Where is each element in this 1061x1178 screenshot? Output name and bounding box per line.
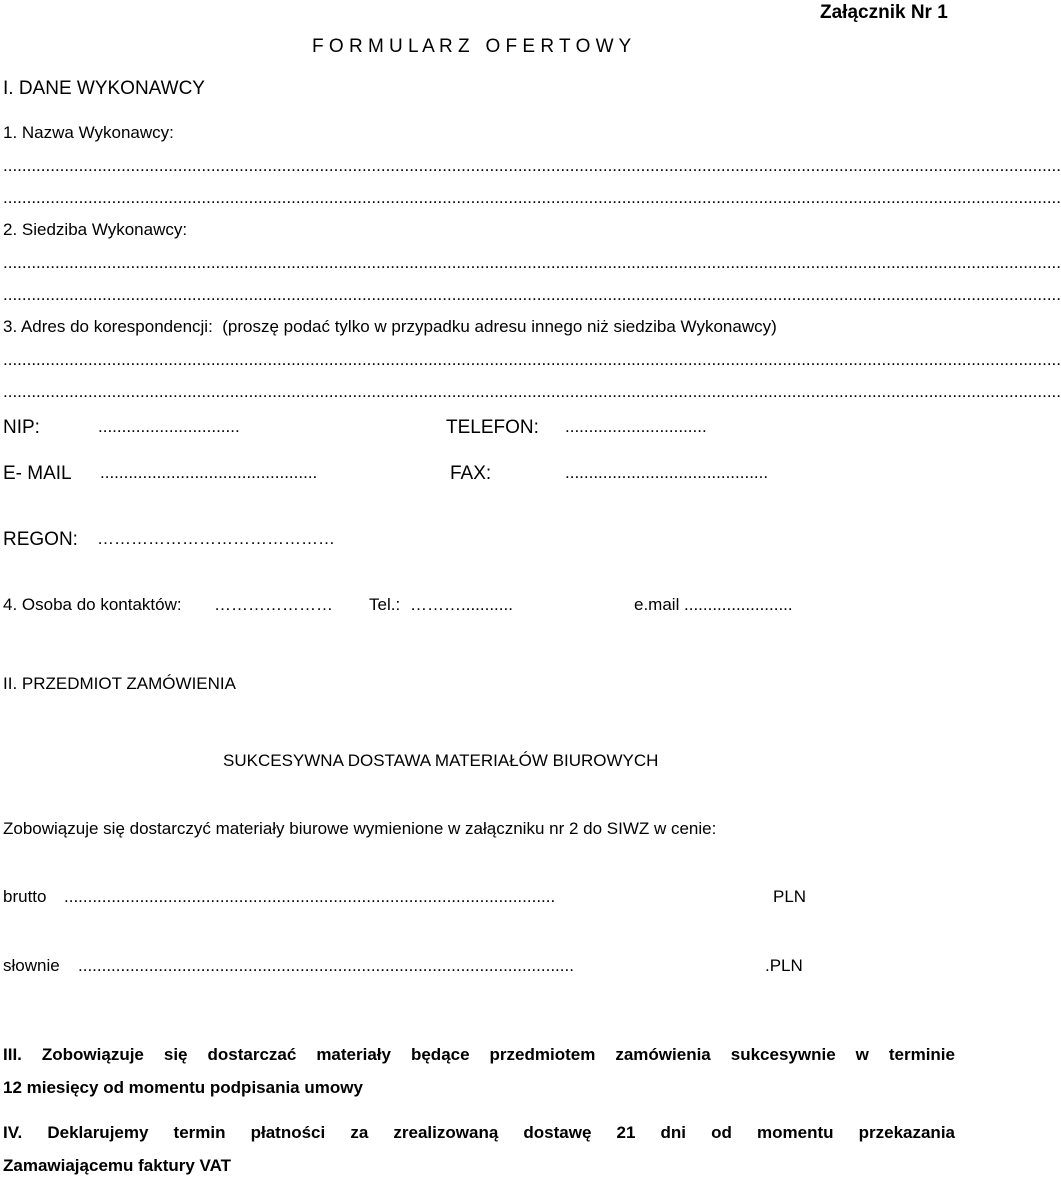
contact-field[interactable]: …………………	[214, 595, 333, 614]
nip-field[interactable]: ..............................	[98, 417, 240, 436]
fax-label: FAX:	[450, 463, 492, 484]
contact-email-label: e.mail	[634, 595, 680, 614]
order-subject: SUKCESYWNA DOSTAWA MATERIAŁÓW BIUROWYCH	[223, 751, 659, 770]
address-label: 3. Adres do korespondencji: (proszę podać tylko w przypadku adresu innego niż siedziba Wykonawcy)	[3, 317, 777, 336]
regon-field[interactable]: ……………………………………	[97, 529, 335, 548]
contact-tel-field[interactable]: ………...........	[410, 595, 513, 614]
section-2-heading: II. PRZEDMIOT ZAMÓWIENIA	[3, 674, 236, 693]
name-label: 1. Nazwa Wykonawcy:	[3, 123, 174, 142]
seat-dots-line-2[interactable]: ................................................................................................................................................................................................................................	[3, 285, 1061, 304]
price-commitment: Zobowiązuje się dostarczyć materiały biurowe wymienione w załączniku nr 2 do SIWZ w cenie:	[3, 819, 717, 838]
contact-label: 4. Osoba do kontaktów:	[3, 595, 182, 614]
section-4-line-1: IV. Deklarujemy termin płatności za zrealizowaną dostawę 21 dni od momentu przekazania	[3, 1123, 955, 1142]
price-in-words-field[interactable]: .........................................................................................................	[78, 956, 574, 975]
phone-field[interactable]: ..............................	[565, 417, 707, 436]
section-1-heading: I. DANE WYKONAWCY	[3, 78, 205, 99]
gross-label: brutto	[3, 887, 47, 906]
address-dots-line-2[interactable]: ................................................................................................................................................................................................................................	[3, 382, 1061, 401]
fax-field[interactable]: ...........................................	[565, 463, 769, 482]
email-label: E- MAIL	[3, 463, 72, 484]
nip-label: NIP:	[3, 417, 40, 438]
regon-label: REGON:	[3, 529, 78, 550]
email-field[interactable]: ..............................................	[100, 463, 318, 482]
name-dots-line-2[interactable]: ................................................................................................................................................................................................................................	[3, 188, 1061, 207]
gross-price-field[interactable]: ........................................................................................................	[64, 887, 556, 906]
seat-dots-line-1[interactable]: ................................................................................................................................................................................................................................	[3, 253, 1061, 272]
section-3-line-1: III. Zobowiązuje się dostarczać materiały będące przedmiotem zamówienia sukcesywnie w terminie	[3, 1045, 955, 1064]
words-label: słownie	[3, 956, 60, 975]
address-dots-line-1[interactable]: ................................................................................................................................................................................................................................	[3, 350, 1061, 369]
form-title: F O R M U L A R Z O F E R T O W Y	[312, 36, 632, 57]
section-3-line-2: 12 miesięcy od momentu podpisania umowy	[3, 1078, 363, 1097]
contact-email-field[interactable]: .......................	[684, 595, 793, 614]
section-4-line-2: Zamawiającemu faktury VAT	[3, 1156, 232, 1175]
seat-label: 2. Siedziba Wykonawcy:	[3, 220, 188, 239]
name-dots-line-1[interactable]: ................................................................................................................................................................................................................................	[3, 156, 1061, 175]
gross-currency: PLN	[773, 887, 807, 906]
phone-label: TELEFON:	[446, 417, 539, 438]
contact-tel-label: Tel.:	[369, 595, 401, 614]
annex-label: Załącznik Nr 1	[820, 2, 948, 23]
words-currency: .PLN	[765, 956, 803, 975]
